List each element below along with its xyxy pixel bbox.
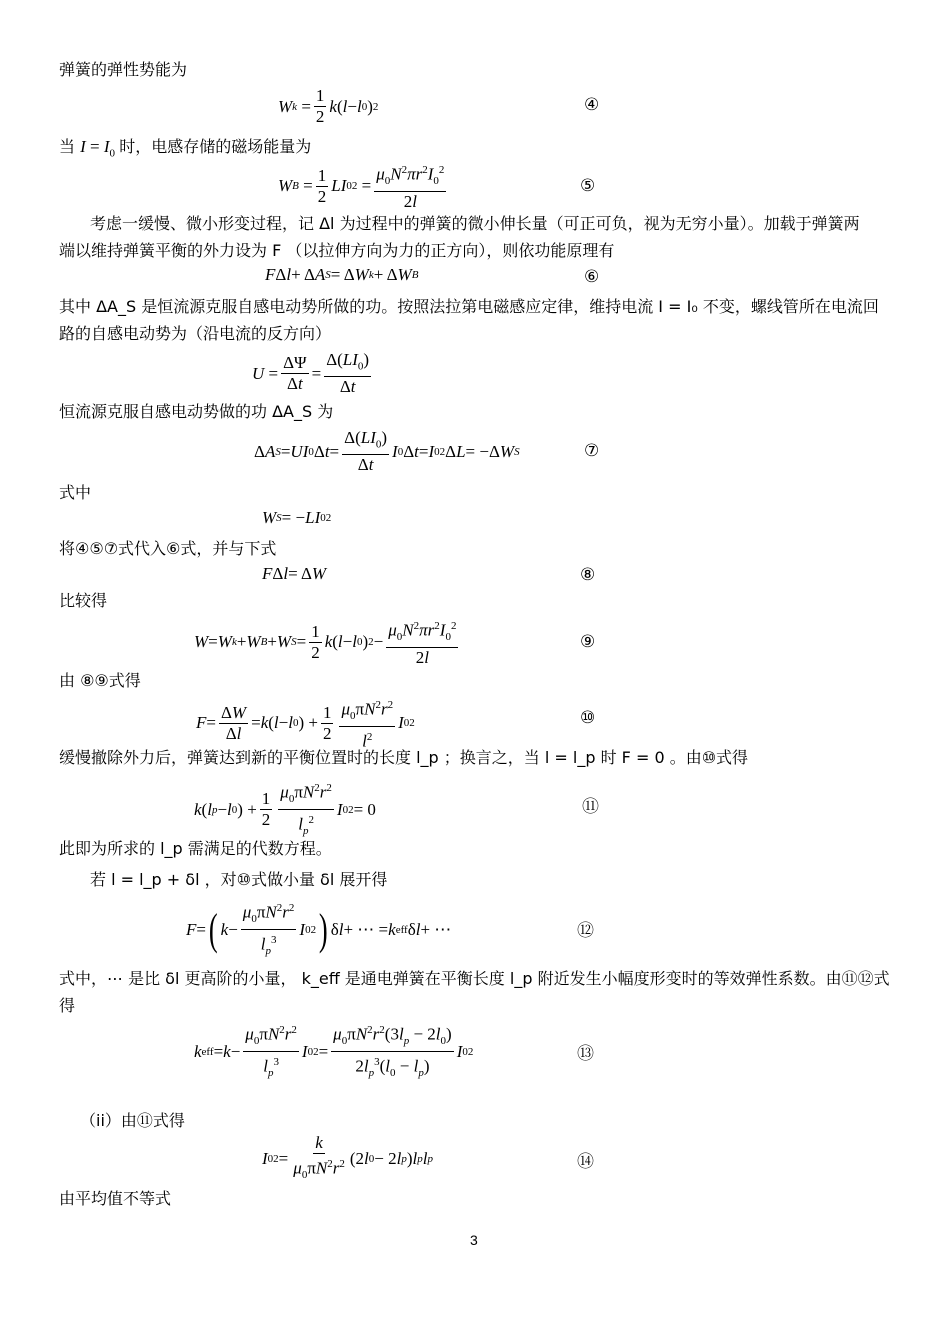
equation-6: F Δ l + Δ A S = Δ W k + Δ W B xyxy=(265,265,419,284)
para-where: 式中 xyxy=(59,483,92,502)
equation-9: W = W k + W B + W S = $\frac{1}{2}$ k ( l − l 0 ) 2 − $\frac{\mu_0N^2\pi r^2I_0^2}{2l}$ xyxy=(194,616,461,668)
eq-number-6: ⑥ xyxy=(584,267,600,287)
para-from-8-9: 由 ⑧⑨式得 xyxy=(59,671,141,690)
eq-number-10: ⑩ xyxy=(580,708,596,728)
equation-10: F = $\frac{\Delta W}{\Delta l}$ = k ( l − l 0 ) + $\frac{1}{2}$ $\frac{\mu_0\pi N^2r^2}{l^2}$ I 0 2 xyxy=(196,695,415,752)
equation-ws: W S = − LI 0 2 xyxy=(262,508,332,527)
equation-12: F = ( k − $\frac{\mu_0\pi N^2r^2}{l_p^3}$ I 0 2 ) δ l + ⋯ = k eff δ l + ⋯ xyxy=(186,898,451,961)
para-compare: 比较得 xyxy=(59,591,108,610)
para-work-constant-source: 恒流源克服自感电动势做的功 ΔA_S 为 xyxy=(59,402,334,421)
text-fragment: 当 xyxy=(59,137,76,156)
para-elastic-energy: 弹簧的弹性势能为 xyxy=(59,60,188,79)
para-part-ii: （ii）由⑪式得 xyxy=(80,1111,185,1130)
para-deformation-2: 端以维持弹簧平衡的外力设为 F （以拉伸方向为力的正方向），则依功能原理有 xyxy=(59,241,615,260)
para-substitute: 将④⑤⑦式代入⑥式，并与下式 xyxy=(59,539,277,558)
equation-11: k ( l p − l 0 ) + $\frac{1}{2}$ $\frac{\mu_0\pi N^2r^2}{l_p^2}$ I 0 2 = 0 xyxy=(194,778,376,841)
para-magnetic-energy: 当 $I = I_0$ 时，电感存储的磁场能量为 xyxy=(59,137,312,160)
para-new-equilibrium: 缓慢撤除外力后，弹簧达到新的平衡位置时的长度 l_p ；换言之，当 l = l_p 时 F = 0 。由⑩式得 xyxy=(59,748,749,767)
eq-number-8: ⑧ xyxy=(580,565,596,585)
eq-number-7: ⑦ xyxy=(584,441,600,461)
equation-4: W k = $\frac{1}{2}$ k ( l − l 0 ) 2 xyxy=(278,86,379,126)
equation-14: I 0 2 = $\frac{k}{\mu_0\pi N^2r^2}$ (2 l 0 − 2 l p ) l p l p xyxy=(262,1133,433,1182)
para-expand: 若 l = l_p + δl ，对⑩式做小量 δl 展开得 xyxy=(90,870,388,889)
eq-number-12: ⑫ xyxy=(577,921,594,941)
eq-number-5: ⑤ xyxy=(580,176,596,196)
eq-number-14: ⑭ xyxy=(577,1152,594,1172)
equation-7: Δ A S = UI 0 Δ t = $\frac{\Delta(LI_0)}{\Delta t}$ I 0 Δ t = I 0 2 Δ L = −Δ W S xyxy=(254,428,520,475)
page-number: 3 xyxy=(470,1232,478,1248)
eq-number-11: ⑪ xyxy=(582,797,599,817)
equation-8: F Δ l = Δ W xyxy=(262,564,327,583)
eq-number-9: ⑨ xyxy=(580,632,596,652)
eq-number-13: ⑬ xyxy=(577,1044,594,1064)
eq-number-4: ④ xyxy=(584,95,600,115)
para-induction-2: 路的自感电动势为（沿电流的反方向） xyxy=(59,324,332,343)
text-fragment: 时，电感存储的磁场能量为 xyxy=(119,137,312,156)
para-mean-inequality: 由平均值不等式 xyxy=(59,1189,172,1208)
para-deformation-1: 考虑一缓慢、微小形变过程，记 Δl 为过程中的弹簧的微小伸长量（可正可负，视为无穷小量）。加载于弹簧两 xyxy=(90,214,860,233)
para-keff-1: 式中，⋯ 是比 δl 更高阶的小量， k_eff 是通电弹簧在平衡长度 l_p 附近发生小幅度形变时的等效弹性系数。由⑪⑫式 xyxy=(59,969,890,988)
para-induction-1: 其中 ΔA_S 是恒流源克服自感电动势所做的功。按照法拉第电磁感应定律，维持电流 I = I₀ 不变，螺线管所在电流回 xyxy=(59,297,879,316)
para-keff-2: 得 xyxy=(59,996,76,1015)
equation-5: W B = $\frac{1}{2}$ LI 0 2 = $\frac{\mu_0N^2\pi r^2I_0^2}{2l}$ xyxy=(278,160,449,212)
equation-13: k eff = k − $\frac{\mu_0\pi N^2r^2}{l_p^3}$ I 0 2 = $\frac{\mu_0\pi N^2r^2(3l_p - 2l_0)}{2l_p^3(l_0 - l_p)}$ I 0 2 xyxy=(194,1020,473,1083)
equation-emf: U = $\frac{\Delta\Psi}{\Delta t}$ = $\frac{\Delta(LI_0)}{\Delta t}$ xyxy=(252,350,370,397)
para-algebraic-equation: 此即为所求的 l_p 需满足的代数方程。 xyxy=(59,839,332,858)
